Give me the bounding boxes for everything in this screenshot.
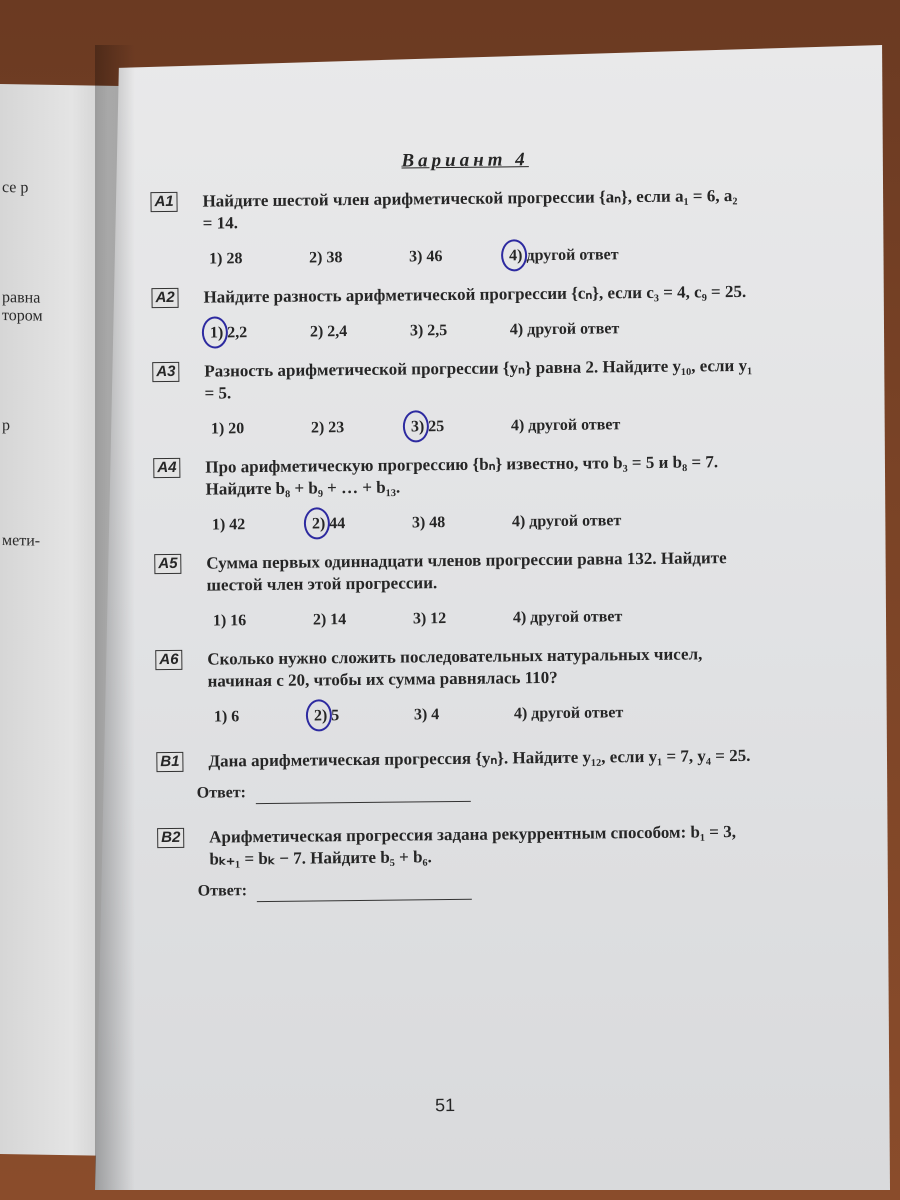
answer-option-label: 4) другой ответ [509, 246, 619, 265]
answer-option-label: 3) 46 [409, 248, 443, 266]
answer-option-label: 4) другой ответ [510, 416, 621, 435]
answer-option [411, 415, 511, 438]
answer-option-label: 3) 4 [413, 706, 440, 724]
answer-label: Ответ: [197, 882, 248, 900]
task-code: A5 [154, 554, 181, 574]
answer-option [511, 413, 711, 437]
answer-option-label: 2) 5 [313, 707, 340, 725]
answer-option-label: 4) другой ответ [512, 608, 623, 627]
answer-option [210, 321, 310, 344]
left-page-fragment: тором [2, 306, 43, 325]
answer-option-label: 3) 12 [412, 610, 447, 628]
answer-option [410, 319, 510, 342]
answer-option-label: 1) 2,2 [209, 324, 248, 342]
answer-option [213, 609, 313, 632]
answer-option-label: 1) 42 [211, 516, 246, 534]
answer-option-label: 1) 28 [209, 250, 243, 268]
task-text: Найдите шестой член арифметической прогрессии {aₙ}, если a₁ = 6, a₂ = 14. [202, 185, 738, 233]
answer-option-label: 3) 25 [410, 418, 445, 436]
task-text: Дана арифметическая прогрессия {yₙ}. Найдите y₁₂, если y₁ = 7, y₄ = 25. [208, 745, 751, 771]
task-a1 [150, 185, 751, 271]
task-list [150, 185, 757, 903]
answer-options [212, 509, 754, 537]
page-content [150, 147, 760, 1133]
pen-circle-mark [306, 699, 332, 731]
answer-line [197, 777, 757, 805]
pen-circle-mark [403, 410, 429, 442]
task-code: A1 [150, 192, 177, 212]
answer-option-label: 2) 23 [310, 419, 345, 437]
page-number: 51 [434, 1095, 456, 1116]
left-page-fragment: мети- [2, 531, 41, 550]
answer-option [310, 320, 410, 343]
answer-option-label: 2) 2,4 [309, 323, 348, 341]
answer-option [510, 317, 710, 341]
answer-option-label: 2) 44 [311, 515, 346, 533]
answer-option [513, 605, 713, 629]
task-text: Арифметическая прогрессия задана рекуррентным способом: b₁ = 3, bₖ₊₁ = bₖ − 7. Найдите b₅ + b₆. [209, 822, 737, 869]
answer-option [412, 511, 512, 534]
answer-options [210, 317, 752, 345]
answer-option [314, 704, 414, 727]
task-code: A4 [153, 458, 180, 478]
answer-option [311, 416, 411, 439]
answer-option-label: 2) 38 [309, 249, 343, 267]
pen-circle-mark [304, 507, 330, 539]
answer-option [514, 701, 714, 725]
task-code: A6 [155, 650, 182, 670]
answer-option [214, 705, 314, 728]
pen-circle-mark [501, 239, 527, 271]
variant-title: Вариант 4 [401, 149, 529, 172]
task-code: B2 [157, 828, 184, 848]
answer-option-label: 4) другой ответ [513, 704, 624, 723]
task-text: Сумма первых одиннадцати членов прогрессии равна 132. Найдите шестой член этой прогрессии. [206, 548, 727, 595]
task-a4 [153, 451, 754, 537]
task-a2 [151, 281, 752, 345]
left-page-fragment: равна [2, 288, 41, 307]
answer-option-label: 4) другой ответ [511, 512, 622, 531]
answer-option-label: 1) 6 [213, 708, 240, 726]
answer-blank-field[interactable] [256, 787, 471, 804]
task-text: Разность арифметической прогрессии {yₙ} равна 2. Найдите y₁₀, если y₁ = 5. [204, 355, 753, 403]
task-a5 [154, 547, 755, 633]
answer-option [512, 509, 712, 533]
answer-options [209, 243, 751, 271]
task-b2 [157, 821, 758, 903]
answer-option [211, 417, 311, 440]
left-page-fragment: се p [2, 178, 29, 197]
answer-options [213, 605, 755, 633]
answer-option-label: 3) 2,5 [409, 322, 448, 340]
pen-circle-mark [202, 316, 228, 348]
task-text: Найдите разность арифметической прогрессии {cₙ}, если c₃ = 4, c₉ = 25. [203, 281, 747, 307]
left-page-fragment: p [2, 416, 10, 435]
answer-option-label: 1) 20 [210, 420, 245, 438]
answer-blank-field[interactable] [257, 885, 472, 902]
answer-option [409, 245, 509, 268]
task-text: Сколько нужно сложить последовательных натуральных чисел, начиная с 20, чтобы их сумма равнялась 110? [207, 644, 703, 691]
answer-option-label: 1) 16 [212, 612, 247, 630]
answer-option [309, 246, 409, 269]
answer-option [312, 512, 412, 535]
task-b1 [156, 745, 757, 805]
answer-option-label: 4) другой ответ [509, 320, 620, 339]
answer-options [214, 701, 756, 729]
answer-option [413, 607, 513, 630]
answer-line [198, 875, 758, 903]
answer-option-label: 3) 48 [411, 514, 446, 532]
answer-option [509, 243, 709, 267]
task-a6 [155, 643, 756, 729]
task-code: A3 [152, 362, 179, 382]
answer-option [209, 247, 309, 270]
answer-option-label: 2) 14 [312, 611, 347, 629]
answer-option [212, 513, 312, 536]
answer-options [211, 413, 753, 441]
answer-label: Ответ: [196, 784, 247, 802]
task-code: B1 [156, 752, 183, 772]
task-a3 [152, 355, 753, 441]
task-code: A2 [151, 288, 178, 308]
answer-option [313, 608, 413, 631]
task-text: Про арифметическую прогрессию {bₙ} известно, что b₃ = 5 и b₈ = 7. Найдите b₈ + b₉ + … + b₁₃. [205, 452, 719, 499]
book-spine-shadow [95, 45, 135, 1190]
answer-option [414, 703, 514, 726]
